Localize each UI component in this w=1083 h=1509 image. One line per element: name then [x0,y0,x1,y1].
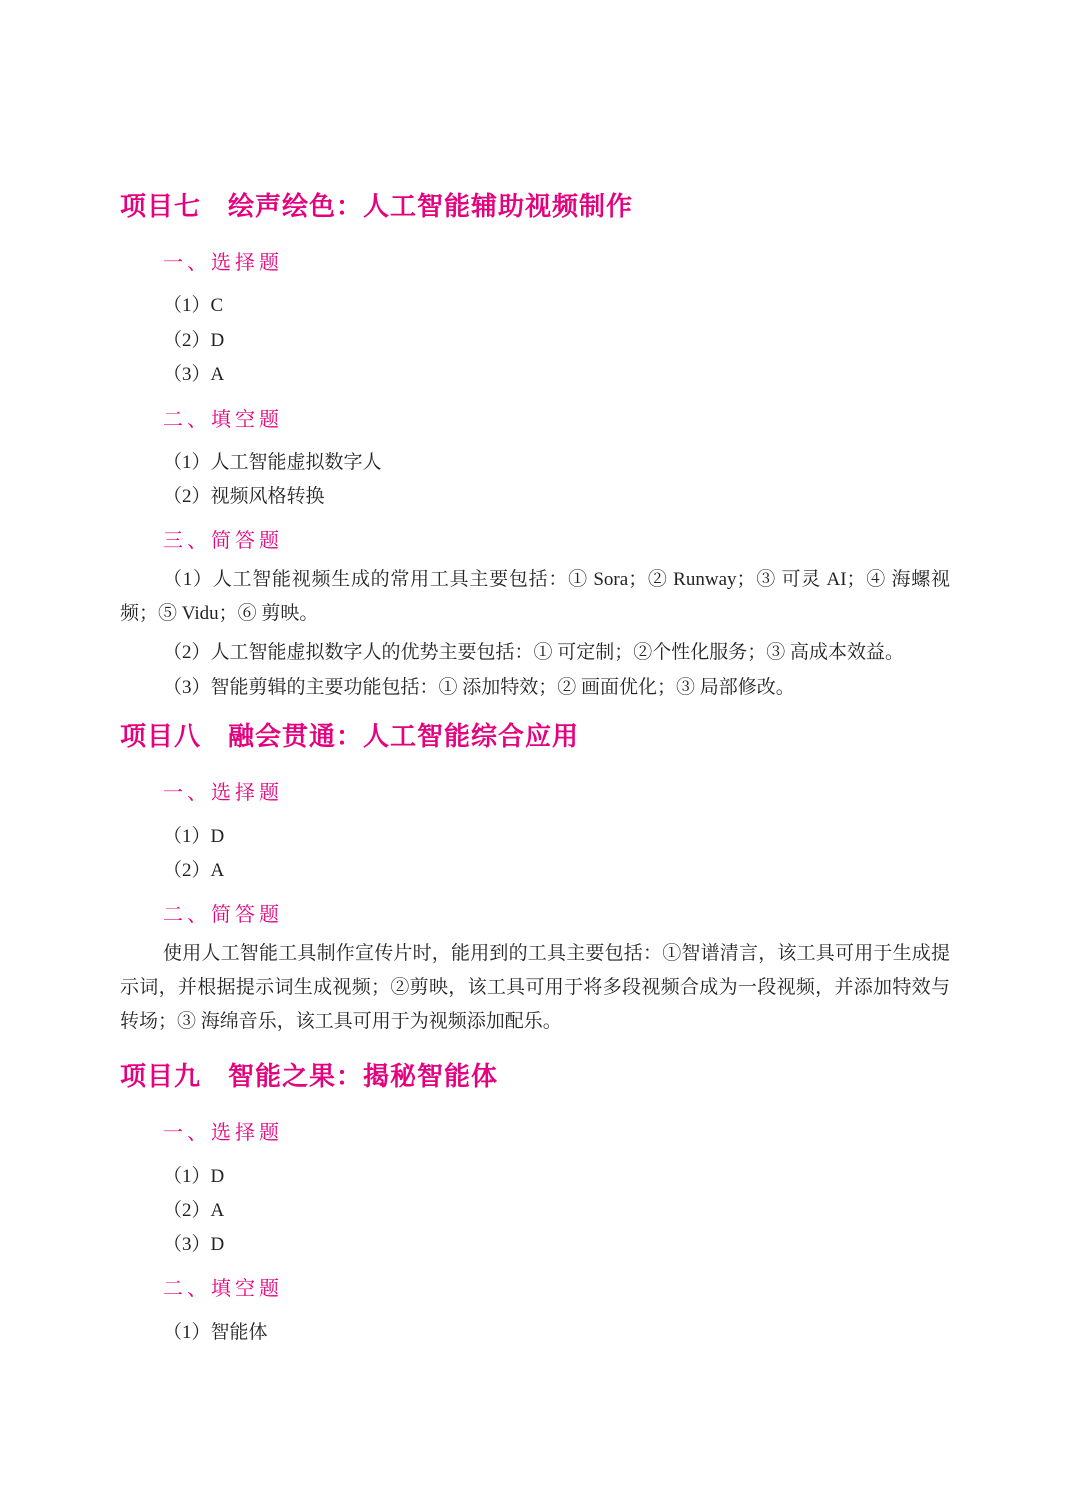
project9-fill-answer-1: （1）智能体 [163,1322,268,1343]
project9-fill-heading: 二、填空题 [163,1276,283,1300]
project9-choice-answer-2: （2）A [163,1200,225,1221]
project7-title: 项目七 绘声绘色：人工智能辅助视频制作 [120,192,634,222]
project7-short-answer-1: （1）人工智能视频生成的常用工具主要包括：① Sora；② Runway；③ 可灵 AI；④ 海螺视频；⑤ Vidu；⑥ 剪映。 [120,569,950,624]
project9-choice-answer-3: （3）D [163,1234,225,1255]
project9-choice-heading: 一、选择题 [163,1120,283,1144]
project7-fill-answer-1: （1）人工智能虚拟数字人 [163,452,382,473]
project8-short-answer: 使用人工智能工具制作宣传片时，能用到的工具主要包括：①智谱清言，该工具可用于生成提示词，并根据提示词生成视频；②剪映，该工具可用于将多段视频合成为一段视频，并添加特效与转场；③ 海绵音乐，该工具可用于为视频添加配乐。 [120,943,950,1032]
project8-choice-answer-2: （2）A [163,860,225,881]
project8-choice-heading: 一、选择题 [163,780,283,804]
project7-short-answer-3: （3）智能剪辑的主要功能包括：① 添加特效；② 画面优化；③ 局部修改。 [163,677,795,698]
project9-title: 项目九 智能之果：揭秘智能体 [120,1062,499,1092]
project7-choice-heading: 一、选择题 [163,250,283,274]
project7-choice-answer-3: （3）A [163,364,225,385]
project8-title: 项目八 融会贯通：人工智能综合应用 [120,722,580,752]
project7-fill-heading: 二、填空题 [163,407,283,431]
project8-choice-answer-1: （1）D [163,826,225,847]
project7-choice-answer-1: （1）C [163,295,224,316]
project7-fill-answer-2: （2）视频风格转换 [163,486,325,507]
project9-choice-answer-1: （1）D [163,1166,225,1187]
project7-short-heading: 三、简答题 [163,528,283,552]
project7-short-answer-2: （2）人工智能虚拟数字人的优势主要包括：① 可定制；②个性化服务；③ 高成本效益。 [163,642,905,663]
project8-short-heading: 二、简答题 [163,902,283,926]
project7-choice-answer-2: （2）D [163,330,225,351]
